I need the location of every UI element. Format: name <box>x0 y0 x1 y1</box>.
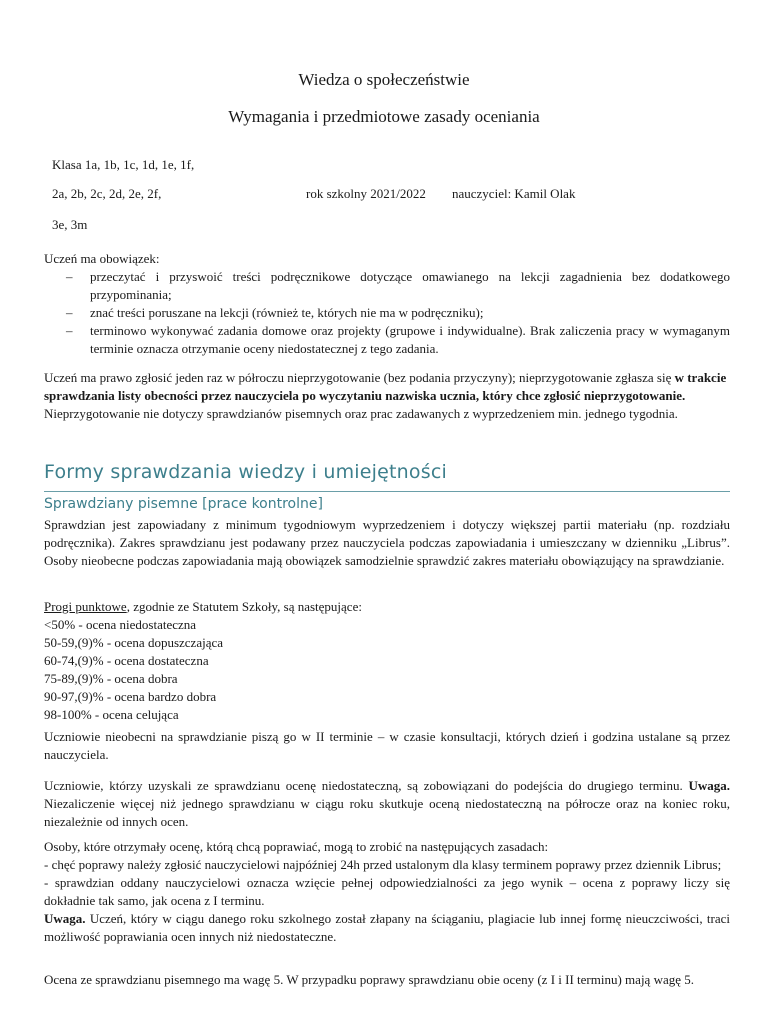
improvement-rules <box>44 838 730 946</box>
warning-label: Uwaga. <box>688 778 730 793</box>
document-subtitle: Wymagania i przedmiotowe zasady oceniania <box>228 107 540 126</box>
classes-line-1: Klasa 1a, 1b, 1c, 1d, 1e, 1f, <box>52 157 195 172</box>
school-year: rok szkolny 2021/2022 <box>306 186 426 201</box>
list-dash: – <box>66 269 73 284</box>
improve-intro: Osoby, które otrzymały ocenę, którą chcą poprawiać, mogą to zrobić na następujących zasadach: <box>44 839 549 854</box>
classes-line-3: 3e, 3m <box>52 217 88 232</box>
list-item: 60-74,(9)% - ocena dostateczna <box>44 653 209 668</box>
classes-line-2: 2a, 2b, 2c, 2d, 2e, 2f, <box>52 186 162 201</box>
warning-label: Uwaga. <box>44 911 86 926</box>
thresholds-section <box>44 598 730 724</box>
unprepared-paragraph: Uczeń ma prawo zgłosić jeden raz w półroczu nieprzygotowanie (bez podania przyczyny); nieprzygotowanie zgłasza się w trakcie sprawdzania listy obecności przez nauczyciela po wyczytaniu nazwiska ucznia, który chce zgłosić nieprzygotowanie. Nieprzygotowanie nie dotyczy sprawdzianów pisemnych oraz prac zadawanych z wyprzedzeniem min. jednego tygodnia. <box>44 370 727 421</box>
list-item: <50% - ocena niedostateczna <box>44 617 197 632</box>
heading-divider <box>44 491 730 492</box>
list-dash: – <box>66 305 73 320</box>
failed-rule: Uczniowie, którzy uzyskali ze sprawdzianu ocenę niedostateczną, są zobowiązani do podejścia do drugiego terminu. Uwaga. Niezaliczenie więcej niż jednego sprawdzianu w ciągu roku skutkuje oceną niedostateczną na półrocze oraz na koniec roku, niezależnie od innych ocen. <box>44 778 730 829</box>
list-item: 98-100% - ocena celująca <box>44 707 179 722</box>
list-item: – znać treści poruszane na lekcji (również te, których nie ma w podręczniku); <box>66 305 484 320</box>
list-item: 75-89,(9)% - ocena dobra <box>44 671 178 686</box>
list-item: - sprawdzian oddany nauczycielowi oznacza wzięcie pełnej odpowiedzialności za jego wynik – ocena z poprawy liczy się dokładnie tak samo, jak ocena z I terminu. <box>44 875 730 908</box>
list-item: 90-97,(9)% - ocena bardzo dobra <box>44 689 217 704</box>
section-heading: Formy sprawdzania wiedzy i umiejętności <box>44 461 447 483</box>
list-dash: – <box>66 323 73 338</box>
duties-intro: Uczeń ma obowiązek: <box>44 251 160 266</box>
duties-list <box>44 268 730 358</box>
list-item: – przeczytać i przyswoić treści podręcznikowe dotyczące omawianego na lekcji zagadnienia bez dodatkowego przypominania; <box>66 269 730 302</box>
thresholds-heading: Progi punktowe, zgodnie ze Statutem Szkoły, są następujące: <box>44 599 362 614</box>
document-title: Wiedza o społeczeństwie <box>298 70 470 89</box>
list-item: – terminowo wykonywać zadania domowe oraz projekty (grupowe i indywidualne). Brak zaliczenia pracy w wymaganym terminie oznacza otrzymanie oceny niedostatecznej z tego zadania. <box>66 323 730 356</box>
teacher-name: nauczyciel: Kamil Olak <box>452 186 576 201</box>
tests-intro: Sprawdzian jest zapowiadany z minimum tygodniowym wyprzedzeniem i dotyczy większej partii materiału (np. rozdziału podręcznika). Zakres sprawdzianu jest podawany przez nauczyciela podczas zapowiadania i umieszczany w dzienniku „Librus”. Osoby nieobecne podczas zapowiadania mają obowiązek samodzielnie sprawdzić zakres materiału obowiązujący na sprawdzianie. <box>44 517 730 568</box>
unprepared-bold: w trakcie sprawdzania listy obecności przez nauczyciela po wyczytaniu nazwiska ucznia, który chce zgłosić nieprzygotowanie. <box>44 370 727 403</box>
list-item: 50-59,(9)% - ocena dopuszczająca <box>44 635 224 650</box>
thresholds-label: Progi punktowe <box>44 599 127 614</box>
duties-section <box>44 250 730 358</box>
section-subheading: Sprawdziany pisemne [prace kontrolne] <box>44 496 323 512</box>
weight-rule: Ocena ze sprawdzianu pisemnego ma wagę 5. W przypadku poprawy sprawdzianu obie oceny (z I i II terminu) mają wagę 5. <box>44 972 694 987</box>
absent-rule: Uczniowie nieobecni na sprawdzianie piszą go w II terminie – w czasie konsultacji, których dzień i godzina ustalane są przez nauczyciela. <box>44 729 730 762</box>
cheating-rule: Uwaga. Uczeń, który w ciągu danego roku szkolnego został złapany na ściąganiu, plagiacie lub innej formę nieuczciwości, traci możliwość poprawiania ocen innych niż niedostateczne. <box>44 911 730 944</box>
list-item: - chęć poprawy należy zgłosić nauczycielowi najpóźniej 24h przed ustalonym dla klasy terminem poprawy przez dziennik Librus; <box>44 857 722 872</box>
